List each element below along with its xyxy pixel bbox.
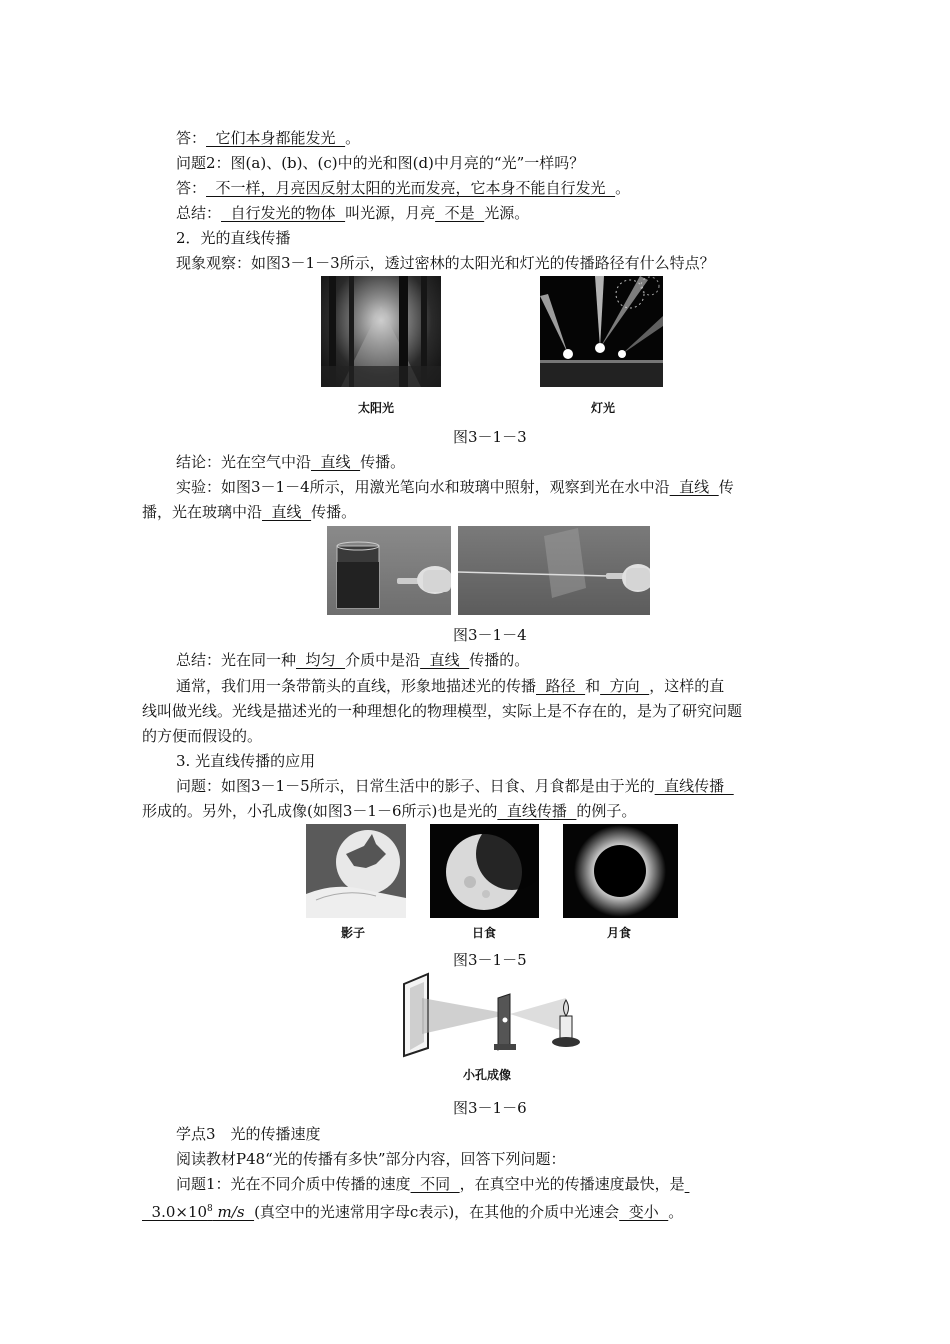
- answer-blank: 它们本身都能发光: [206, 129, 346, 147]
- text: ，在真空中光的传播速度最快，是: [459, 1175, 685, 1193]
- fig315-caption-solar: 日食: [472, 926, 497, 940]
- summary1-line: [176, 203, 529, 223]
- section-2-title: 2．光的直线传播: [176, 229, 291, 247]
- text: 形成的。另外，小孔成像(如图3－1－6所示)也是光的: [142, 802, 498, 820]
- conclusion-line: [176, 452, 405, 472]
- answer-blank: 自行发光的物体: [221, 204, 346, 222]
- answer-blank: 直线传播: [654, 777, 734, 795]
- laser-glass-image: [458, 526, 650, 615]
- text: 实验：如图3－1－4所示，用激光笔向水和玻璃中照射，观察到光在水中沿: [176, 478, 670, 496]
- light-ray-paragraph-line-3: 的方便而假设的。: [142, 727, 263, 745]
- fig316-caption: 小孔成像: [463, 1068, 512, 1082]
- fig314-label: 图3－1－4: [453, 626, 527, 644]
- q2-answer-line: [176, 178, 630, 198]
- speed-question-line-2: [142, 1199, 683, 1222]
- answer-blank: 均匀: [296, 651, 346, 669]
- text: 结论：光在空气中沿: [176, 453, 312, 471]
- answer-prefix: 答：: [176, 129, 207, 147]
- forest-sunlight-image: [321, 276, 441, 387]
- answer-blank: 方向: [600, 677, 650, 695]
- text: 总结：: [176, 204, 222, 222]
- application-line-2: [142, 801, 636, 821]
- answer-suffix: 。: [345, 129, 361, 147]
- answer-blank: [685, 1175, 690, 1193]
- text: 叫光源，月亮: [345, 204, 436, 222]
- study-point-3-title: 学点3 光的传播速度: [176, 1125, 321, 1143]
- text: 通常，我们用一条带箭头的直线，形象地描述光的传播: [176, 677, 537, 695]
- text: ，这样的直: [649, 677, 725, 695]
- reading-instruction: 阅读教材P48“光的传播有多快”部分内容，回答下列问题：: [176, 1150, 566, 1168]
- answer-blank: 变小: [619, 1203, 669, 1221]
- experiment-line-2: [142, 502, 356, 522]
- text: (真空中的光速常用字母c表示)，在其他的介质中光速会: [254, 1203, 620, 1221]
- lunar-eclipse-image: [563, 824, 678, 918]
- text: 和: [585, 677, 601, 695]
- text: 传播。: [360, 453, 406, 471]
- text: 的例子。: [576, 802, 637, 820]
- searchlight-image: [540, 276, 663, 387]
- text: 传: [718, 478, 734, 496]
- answer-prefix: 答：: [176, 179, 207, 197]
- fig315-label: 图3－1－5: [453, 951, 527, 969]
- fig313-caption-left: 太阳光: [358, 401, 395, 415]
- text: 问题1：光在不同介质中传播的速度: [176, 1175, 411, 1193]
- light-ray-paragraph-line-2: 线叫做光线。光线是描述光的一种理想化的物理模型，实际上是不存在的，是为了研究问题: [142, 702, 743, 720]
- summary2-line: [176, 650, 529, 670]
- fig315-caption-lunar: 月食: [607, 926, 632, 940]
- fig313-label: 图3－1－3: [453, 428, 527, 446]
- light-ray-paragraph-line-1: [176, 676, 724, 696]
- q2-question: 问题2：图(a)、(b)、(c)中的光和图(d)中月亮的“光”一样吗？: [176, 154, 585, 172]
- answer-blank: 路径: [536, 677, 586, 695]
- pinhole-camera-diagram: [398, 970, 588, 1060]
- experiment-line: [176, 477, 734, 497]
- speed-unit: m/s: [212, 1203, 255, 1221]
- observation-text: 现象观察：如图3－1－3所示，透过密林的太阳光和灯光的传播路径有什么特点？: [176, 254, 715, 272]
- text: 传播的。: [469, 651, 530, 669]
- speed-question-line-1: [176, 1174, 689, 1194]
- exponent: 8: [207, 1204, 213, 1214]
- section-3-title: 3. 光直线传播的应用: [176, 752, 316, 770]
- application-line-1: [176, 776, 734, 796]
- solar-eclipse-image: [430, 824, 539, 918]
- q1-answer-line: [176, 128, 360, 148]
- answer-blank: 不同: [410, 1175, 460, 1193]
- text: 。: [668, 1203, 684, 1221]
- hand-shadow-image: [306, 824, 406, 918]
- text: 介质中是沿: [345, 651, 421, 669]
- answer-suffix: 。: [615, 179, 631, 197]
- fig315-caption-shadow: 影子: [341, 926, 366, 940]
- answer-blank: 直线: [669, 478, 719, 496]
- answer-blank: 直线: [311, 453, 361, 471]
- text: 总结：光在同一种: [176, 651, 297, 669]
- text: 光源。: [484, 204, 530, 222]
- speed-answer-blank: [142, 1203, 254, 1221]
- fig316-label: 图3－1－6: [453, 1099, 527, 1117]
- answer-blank: 不是: [435, 204, 485, 222]
- answer-blank: 不一样，月亮因反射太阳的光而发亮，它本身不能自行发光: [206, 179, 616, 197]
- text: 播，光在玻璃中沿: [142, 503, 263, 521]
- answer-blank: 直线: [262, 503, 312, 521]
- answer-blank: 直线: [420, 651, 470, 669]
- text: 问题：如图3－1－5所示，日常生活中的影子、日食、月食都是由于光的: [176, 777, 655, 795]
- answer-blank: 直线传播: [497, 802, 577, 820]
- speed-value: 3.0×10: [142, 1203, 208, 1221]
- laser-water-image: [327, 526, 451, 615]
- text: 传播。: [311, 503, 357, 521]
- fig313-caption-right: 灯光: [591, 401, 616, 415]
